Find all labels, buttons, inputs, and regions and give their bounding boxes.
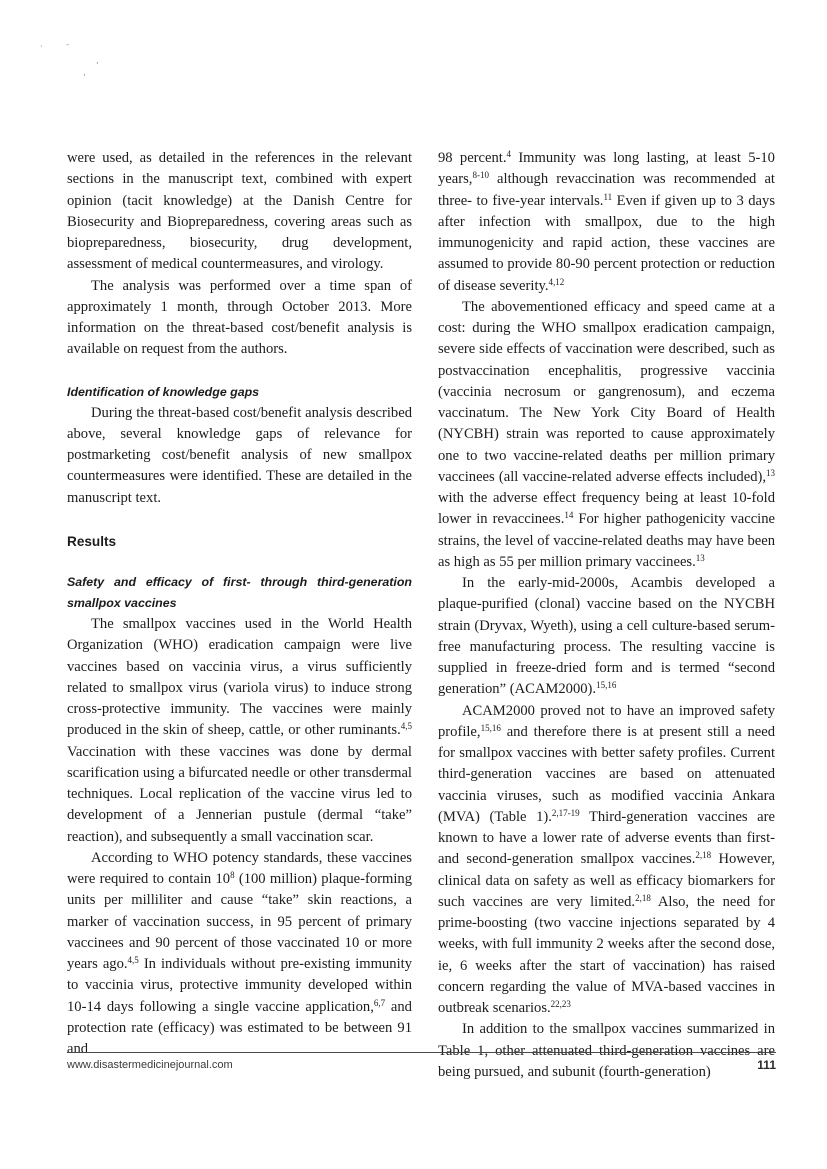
page-number: 111	[757, 1058, 776, 1072]
paragraph-acambis: In the early-mid-2000s, Acambis developed a plaque-purified (clonal) vaccine based on the NYCBH strain (Dryvax, Wyeth), using a cell culture-based serum-free manufacturing process. The resulting vaccine is supplied in freeze-dried form and is termed “second generation” (ACAM2000).$^{15,16}$	[438, 575, 775, 698]
scan-speck: ,	[96, 56, 99, 66]
paragraph-methods-sources: were used, as detailed in the references in the relevant sections in the manuscript text, combined with expert opinion (tacit knowledge) at the Danish Centre for Biosecurity and Biopreparedness, covering areas such as biopreparedness, biosecurity, drug development, assessment of medical countermeasures, and virology.	[67, 150, 412, 273]
citation: 4	[506, 149, 511, 159]
citation: 2,17-19	[551, 807, 580, 818]
heading-results: Results	[67, 533, 117, 549]
paragraph-potency-standards: According to WHO potency standards, these vaccines were required to contain $10^8$ (100 million) plaque-forming units per milliliter and cause “take” skin reactions, a marker of vaccination success, in 95 percent of primary vaccinees and 90 percent of those vaccinated 10 or more years ago.$^{4,5}$ In individuals without pre-existing immunity to vaccinia virus, protective immunity developed within 10-14 days following a single vaccine application,$^{6,7}$ and protection rate (efficacy) was estimated to be between 91 and	[67, 849, 413, 1057]
citation: 15,16	[596, 680, 617, 691]
paragraph-acam2000: ACAM2000 proved not to have an improved safety profile,$^{15,16}$ and therefore there is at present still a need for smallpox vaccines with better safety profiles. Current third-generation vaccines are based on attenuated vaccinia viruses, such as modified vaccinia Ankara (MVA) (Table 1).$^{2,17-19}$ Third-generation vaccines are known to have a lower rate of adverse events than first- and second-generation smallpox vaccines.$^{2,18}$ However, clinical data on safety as well as efficacy biomarkers for such vaccines are very limited.$^{2,18}$ Also, the need for prime-boosting (two vaccine injections separated by 4 weeks, with full immunity 2 weeks after the second dose, ie, 6 weeks after the start of vaccination) has raised concern regarding the value of MVA-based vaccines in outbreak scenarios.$^{22,23}$	[438, 702, 776, 1016]
paragraph-other-vaccines: In addition to the smallpox vaccines summarized in Table 1, other attenuated third-generation vaccines are being pursued, and subunit (fourth-generation)	[438, 1021, 775, 1080]
citation: 13	[766, 467, 775, 478]
citation: 2,18	[635, 892, 651, 903]
citation: 2,18	[695, 850, 712, 861]
citation: 4,5	[127, 955, 139, 965]
paragraph-knowledge-gaps: During the threat-based cost/benefit analysis described above, several knowledge gaps of relevance for postmarketing cost/benefit analysis of new smallpox countermeasures were identified. These are detailed in the manuscript text.	[67, 404, 412, 506]
citation: 4,5	[400, 721, 412, 732]
scan-speck: ,	[83, 68, 86, 78]
citation: 13	[695, 552, 705, 563]
paragraph-side-effects: The abovementioned efficacy and speed came at a cost: during the WHO smallpox eradication campaign, severe side effects of vaccination were described, such as postvaccination encephalitis, progressive vaccinia (vaccinia necrosum or gangrenosum), and eczema vaccinatum. The New York City Board of Health (NYCBH) strain was reported to cause approximately one to two vaccine-related deaths per million primary vaccinees (all vaccine-related adverse effects included),$^{13}$ with the adverse effect frequency being at least 10-fold lower in revaccinees.$^{14}$ For higher pathogenicity vaccine strains, the level of vaccine-related deaths may have been as high as 55 per million primary vaccinees.$^{13}$	[438, 298, 776, 570]
left-column	[67, 148, 412, 1060]
citation: 15,16	[480, 722, 501, 733]
citation: 22,23	[550, 999, 571, 1009]
paragraph-analysis-timespan: The analysis was performed over a time span of approximately 1 month, through October 2013. More information on the threat-based cost/benefit analysis is available on request from the authors.	[67, 277, 412, 358]
heading-safety-efficacy: Safety and efficacy of first- through third-generation smallpox vaccines	[67, 575, 412, 610]
citation: 8-10	[472, 170, 489, 181]
paragraph-immunity-duration: 98 percent.$^4$ Immunity was long lasting, at least 5-10 years,$^{8-10}$ although revaccination was recommended at three- to five-year intervals.$^{11}$ Even if given up to 3 days after infection with smallpox, due to the high immunogenicity and rapid action, these vaccines are assumed to provide 80-90 percent protection or reduction of disease severity.$^{4,12}$	[438, 149, 775, 294]
scan-speck: ·	[40, 42, 43, 52]
citation: 11	[603, 191, 613, 202]
footer-url[interactable]: www.disastermedicinejournal.com	[67, 1059, 233, 1071]
heading-knowledge-gaps: Identification of knowledge gaps	[67, 384, 260, 399]
scan-speck: -	[66, 40, 70, 50]
exponent: 8	[230, 870, 235, 880]
citation: 14	[564, 510, 574, 521]
citation: 6,7	[373, 997, 386, 1008]
right-column	[438, 148, 775, 1083]
footer-divider	[67, 1052, 776, 1053]
paragraph-who-vaccines: The smallpox vaccines used in the World Health Organization (WHO) eradication campaign were live vaccines based on vaccinia virus, a virus sufficiently related to smallpox virus (variola virus) to induce strong cross-protective immunity. The vaccines were mainly produced in the skin of sheep, cattle, or other ruminants.$^{4,5}$ Vaccination with these vaccines was done by dermal scarification using a bifurcated needle or other transdermal techniques. Local replication of the vaccine virus led to development of a Jennerian pustule (dermal “take” reaction), and subsequently a small vaccination scar.	[67, 616, 412, 845]
citation: 4,12	[548, 276, 565, 287]
